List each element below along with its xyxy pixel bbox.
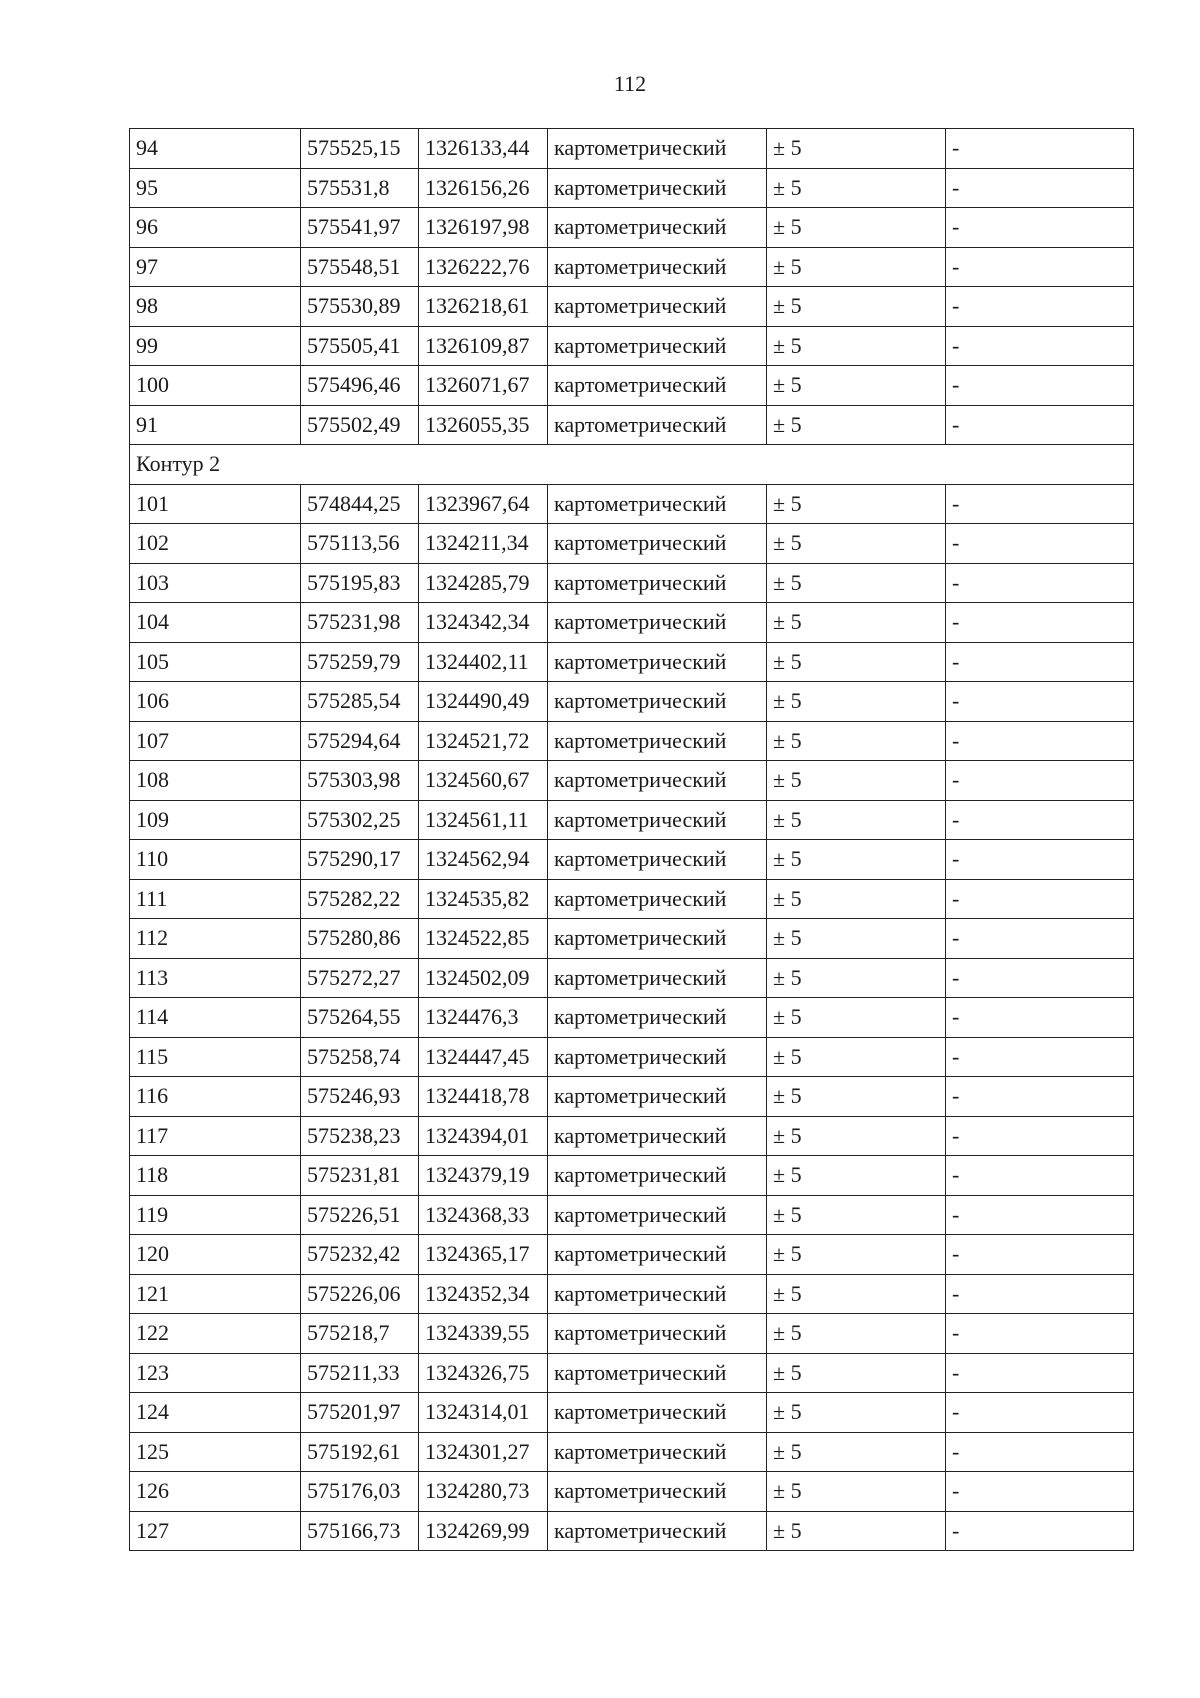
point-number-cell: 107 xyxy=(130,721,301,761)
y-coordinate-cell: 1324314,01 xyxy=(419,1393,548,1433)
coordinates-table xyxy=(129,128,1134,1551)
x-coordinate-cell: 575294,64 xyxy=(301,721,419,761)
y-coordinate-cell: 1324490,49 xyxy=(419,682,548,722)
table-row xyxy=(130,1472,1134,1512)
point-number-cell: 117 xyxy=(130,1116,301,1156)
point-number-cell: 94 xyxy=(130,129,301,169)
note-cell: - xyxy=(946,1353,1134,1393)
accuracy-cell: ± 5 xyxy=(767,1472,946,1512)
x-coordinate-cell: 575302,25 xyxy=(301,800,419,840)
accuracy-cell: ± 5 xyxy=(767,1077,946,1117)
accuracy-cell: ± 5 xyxy=(767,208,946,248)
point-number-cell: 96 xyxy=(130,208,301,248)
y-coordinate-cell: 1324365,17 xyxy=(419,1235,548,1275)
note-cell: - xyxy=(946,524,1134,564)
note-cell: - xyxy=(946,682,1134,722)
point-number-cell: 103 xyxy=(130,563,301,603)
x-coordinate-cell: 575264,55 xyxy=(301,998,419,1038)
accuracy-cell: ± 5 xyxy=(767,1511,946,1551)
accuracy-cell: ± 5 xyxy=(767,405,946,445)
x-coordinate-cell: 575282,22 xyxy=(301,879,419,919)
table-row xyxy=(130,1353,1134,1393)
method-cell: картометрический xyxy=(548,1037,767,1077)
accuracy-cell: ± 5 xyxy=(767,721,946,761)
x-coordinate-cell: 575201,97 xyxy=(301,1393,419,1433)
note-cell: - xyxy=(946,484,1134,524)
x-coordinate-cell: 575505,41 xyxy=(301,326,419,366)
point-number-cell: 125 xyxy=(130,1432,301,1472)
y-coordinate-cell: 1324521,72 xyxy=(419,721,548,761)
y-coordinate-cell: 1326197,98 xyxy=(419,208,548,248)
y-coordinate-cell: 1326218,61 xyxy=(419,287,548,327)
y-coordinate-cell: 1324522,85 xyxy=(419,919,548,959)
point-number-cell: 101 xyxy=(130,484,301,524)
x-coordinate-cell: 575541,97 xyxy=(301,208,419,248)
note-cell: - xyxy=(946,1314,1134,1354)
table-row xyxy=(130,1116,1134,1156)
y-coordinate-cell: 1323967,64 xyxy=(419,484,548,524)
table-row xyxy=(130,366,1134,406)
method-cell: картометрический xyxy=(548,1314,767,1354)
note-cell: - xyxy=(946,603,1134,643)
y-coordinate-cell: 1324476,3 xyxy=(419,998,548,1038)
y-coordinate-cell: 1324535,82 xyxy=(419,879,548,919)
accuracy-cell: ± 5 xyxy=(767,1393,946,1433)
method-cell: картометрический xyxy=(548,1511,767,1551)
point-number-cell: 95 xyxy=(130,168,301,208)
point-number-cell: 127 xyxy=(130,1511,301,1551)
method-cell: картометрический xyxy=(548,287,767,327)
accuracy-cell: ± 5 xyxy=(767,1314,946,1354)
accuracy-cell: ± 5 xyxy=(767,1116,946,1156)
y-coordinate-cell: 1324562,94 xyxy=(419,840,548,880)
point-number-cell: 116 xyxy=(130,1077,301,1117)
table-row xyxy=(130,1235,1134,1275)
method-cell: картометрический xyxy=(548,1353,767,1393)
point-number-cell: 102 xyxy=(130,524,301,564)
y-coordinate-cell: 1324339,55 xyxy=(419,1314,548,1354)
accuracy-cell: ± 5 xyxy=(767,919,946,959)
method-cell: картометрический xyxy=(548,998,767,1038)
point-number-cell: 123 xyxy=(130,1353,301,1393)
x-coordinate-cell: 575290,17 xyxy=(301,840,419,880)
point-number-cell: 115 xyxy=(130,1037,301,1077)
accuracy-cell: ± 5 xyxy=(767,1195,946,1235)
table-row xyxy=(130,1393,1134,1433)
y-coordinate-cell: 1324269,99 xyxy=(419,1511,548,1551)
point-number-cell: 106 xyxy=(130,682,301,722)
point-number-cell: 119 xyxy=(130,1195,301,1235)
point-number-cell: 91 xyxy=(130,405,301,445)
table-row xyxy=(130,247,1134,287)
method-cell: картометрический xyxy=(548,761,767,801)
method-cell: картометрический xyxy=(548,1195,767,1235)
accuracy-cell: ± 5 xyxy=(767,1274,946,1314)
table-row xyxy=(130,287,1134,327)
note-cell: - xyxy=(946,998,1134,1038)
table-row xyxy=(130,682,1134,722)
x-coordinate-cell: 575218,7 xyxy=(301,1314,419,1354)
coordinates-table-body xyxy=(130,129,1134,1551)
table-row xyxy=(130,879,1134,919)
note-cell: - xyxy=(946,721,1134,761)
method-cell: картометрический xyxy=(548,247,767,287)
table-row xyxy=(130,129,1134,169)
y-coordinate-cell: 1326109,87 xyxy=(419,326,548,366)
note-cell: - xyxy=(946,1195,1134,1235)
point-number-cell: 109 xyxy=(130,800,301,840)
x-coordinate-cell: 575496,46 xyxy=(301,366,419,406)
method-cell: картометрический xyxy=(548,563,767,603)
method-cell: картометрический xyxy=(548,1235,767,1275)
table-row xyxy=(130,563,1134,603)
x-coordinate-cell: 575113,56 xyxy=(301,524,419,564)
point-number-cell: 114 xyxy=(130,998,301,1038)
note-cell: - xyxy=(946,1116,1134,1156)
accuracy-cell: ± 5 xyxy=(767,840,946,880)
table-row xyxy=(130,1156,1134,1196)
note-cell: - xyxy=(946,1393,1134,1433)
y-coordinate-cell: 1326071,67 xyxy=(419,366,548,406)
table-row xyxy=(130,484,1134,524)
accuracy-cell: ± 5 xyxy=(767,642,946,682)
y-coordinate-cell: 1324368,33 xyxy=(419,1195,548,1235)
table-row xyxy=(130,1314,1134,1354)
y-coordinate-cell: 1324379,19 xyxy=(419,1156,548,1196)
note-cell: - xyxy=(946,168,1134,208)
table-row xyxy=(130,642,1134,682)
x-coordinate-cell: 575192,61 xyxy=(301,1432,419,1472)
method-cell: картометрический xyxy=(548,603,767,643)
accuracy-cell: ± 5 xyxy=(767,603,946,643)
x-coordinate-cell: 575303,98 xyxy=(301,761,419,801)
table-row xyxy=(130,603,1134,643)
table-row xyxy=(130,919,1134,959)
x-coordinate-cell: 575530,89 xyxy=(301,287,419,327)
y-coordinate-cell: 1324394,01 xyxy=(419,1116,548,1156)
x-coordinate-cell: 575246,93 xyxy=(301,1077,419,1117)
method-cell: картометрический xyxy=(548,1077,767,1117)
table-row xyxy=(130,840,1134,880)
x-coordinate-cell: 575548,51 xyxy=(301,247,419,287)
method-cell: картометрический xyxy=(548,1274,767,1314)
note-cell: - xyxy=(946,879,1134,919)
accuracy-cell: ± 5 xyxy=(767,524,946,564)
y-coordinate-cell: 1324560,67 xyxy=(419,761,548,801)
method-cell: картометрический xyxy=(548,208,767,248)
x-coordinate-cell: 575195,83 xyxy=(301,563,419,603)
note-cell: - xyxy=(946,1274,1134,1314)
note-cell: - xyxy=(946,405,1134,445)
y-coordinate-cell: 1324285,79 xyxy=(419,563,548,603)
note-cell: - xyxy=(946,761,1134,801)
method-cell: картометрический xyxy=(548,1432,767,1472)
table-row xyxy=(130,1077,1134,1117)
note-cell: - xyxy=(946,247,1134,287)
accuracy-cell: ± 5 xyxy=(767,326,946,366)
table-row xyxy=(130,958,1134,998)
x-coordinate-cell: 575211,33 xyxy=(301,1353,419,1393)
note-cell: - xyxy=(946,840,1134,880)
point-number-cell: 100 xyxy=(130,366,301,406)
method-cell: картометрический xyxy=(548,642,767,682)
table-row xyxy=(130,1037,1134,1077)
method-cell: картометрический xyxy=(548,919,767,959)
accuracy-cell: ± 5 xyxy=(767,879,946,919)
method-cell: картометрический xyxy=(548,1393,767,1433)
note-cell: - xyxy=(946,208,1134,248)
table-row xyxy=(130,524,1134,564)
method-cell: картометрический xyxy=(548,1116,767,1156)
x-coordinate-cell: 575502,49 xyxy=(301,405,419,445)
point-number-cell: 105 xyxy=(130,642,301,682)
x-coordinate-cell: 575232,42 xyxy=(301,1235,419,1275)
x-coordinate-cell: 575525,15 xyxy=(301,129,419,169)
method-cell: картометрический xyxy=(548,682,767,722)
accuracy-cell: ± 5 xyxy=(767,1037,946,1077)
table-row xyxy=(130,168,1134,208)
point-number-cell: 104 xyxy=(130,603,301,643)
accuracy-cell: ± 5 xyxy=(767,484,946,524)
accuracy-cell: ± 5 xyxy=(767,168,946,208)
method-cell: картометрический xyxy=(548,879,767,919)
note-cell: - xyxy=(946,642,1134,682)
point-number-cell: 120 xyxy=(130,1235,301,1275)
method-cell: картометрический xyxy=(548,958,767,998)
method-cell: картометрический xyxy=(548,484,767,524)
point-number-cell: 124 xyxy=(130,1393,301,1433)
y-coordinate-cell: 1324561,11 xyxy=(419,800,548,840)
section-title: Контур 2 xyxy=(130,445,1134,485)
point-number-cell: 122 xyxy=(130,1314,301,1354)
point-number-cell: 110 xyxy=(130,840,301,880)
method-cell: картометрический xyxy=(548,168,767,208)
x-coordinate-cell: 575231,98 xyxy=(301,603,419,643)
note-cell: - xyxy=(946,287,1134,327)
y-coordinate-cell: 1324418,78 xyxy=(419,1077,548,1117)
table-row xyxy=(130,721,1134,761)
section-row xyxy=(130,445,1134,485)
page-number: 112 xyxy=(613,71,647,96)
y-coordinate-cell: 1324326,75 xyxy=(419,1353,548,1393)
y-coordinate-cell: 1326222,76 xyxy=(419,247,548,287)
table-row xyxy=(130,326,1134,366)
point-number-cell: 113 xyxy=(130,958,301,998)
note-cell: - xyxy=(946,1077,1134,1117)
x-coordinate-cell: 575176,03 xyxy=(301,1472,419,1512)
note-cell: - xyxy=(946,563,1134,603)
note-cell: - xyxy=(946,366,1134,406)
method-cell: картометрический xyxy=(548,524,767,564)
note-cell: - xyxy=(946,129,1134,169)
table-row xyxy=(130,1511,1134,1551)
method-cell: картометрический xyxy=(548,129,767,169)
table-row xyxy=(130,800,1134,840)
method-cell: картометрический xyxy=(548,840,767,880)
table-row xyxy=(130,405,1134,445)
point-number-cell: 99 xyxy=(130,326,301,366)
accuracy-cell: ± 5 xyxy=(767,998,946,1038)
accuracy-cell: ± 5 xyxy=(767,287,946,327)
note-cell: - xyxy=(946,800,1134,840)
note-cell: - xyxy=(946,1156,1134,1196)
note-cell: - xyxy=(946,958,1134,998)
accuracy-cell: ± 5 xyxy=(767,563,946,603)
method-cell: картометрический xyxy=(548,366,767,406)
x-coordinate-cell: 575226,06 xyxy=(301,1274,419,1314)
accuracy-cell: ± 5 xyxy=(767,1235,946,1275)
method-cell: картометрический xyxy=(548,721,767,761)
x-coordinate-cell: 575280,86 xyxy=(301,919,419,959)
point-number-cell: 126 xyxy=(130,1472,301,1512)
x-coordinate-cell: 575259,79 xyxy=(301,642,419,682)
point-number-cell: 98 xyxy=(130,287,301,327)
y-coordinate-cell: 1324280,73 xyxy=(419,1472,548,1512)
accuracy-cell: ± 5 xyxy=(767,366,946,406)
note-cell: - xyxy=(946,1432,1134,1472)
method-cell: картометрический xyxy=(548,800,767,840)
x-coordinate-cell: 575272,27 xyxy=(301,958,419,998)
y-coordinate-cell: 1324402,11 xyxy=(419,642,548,682)
y-coordinate-cell: 1326156,26 xyxy=(419,168,548,208)
note-cell: - xyxy=(946,1472,1134,1512)
point-number-cell: 108 xyxy=(130,761,301,801)
note-cell: - xyxy=(946,326,1134,366)
accuracy-cell: ± 5 xyxy=(767,1156,946,1196)
point-number-cell: 118 xyxy=(130,1156,301,1196)
note-cell: - xyxy=(946,919,1134,959)
table-row xyxy=(130,1274,1134,1314)
point-number-cell: 111 xyxy=(130,879,301,919)
accuracy-cell: ± 5 xyxy=(767,958,946,998)
x-coordinate-cell: 575531,8 xyxy=(301,168,419,208)
table-row xyxy=(130,1432,1134,1472)
method-cell: картометрический xyxy=(548,326,767,366)
table-row xyxy=(130,761,1134,801)
table-row xyxy=(130,1195,1134,1235)
y-coordinate-cell: 1324502,09 xyxy=(419,958,548,998)
y-coordinate-cell: 1324342,34 xyxy=(419,603,548,643)
note-cell: - xyxy=(946,1511,1134,1551)
table-row xyxy=(130,998,1134,1038)
table-row xyxy=(130,208,1134,248)
point-number-cell: 121 xyxy=(130,1274,301,1314)
y-coordinate-cell: 1324211,34 xyxy=(419,524,548,564)
y-coordinate-cell: 1326133,44 xyxy=(419,129,548,169)
accuracy-cell: ± 5 xyxy=(767,1353,946,1393)
x-coordinate-cell: 575238,23 xyxy=(301,1116,419,1156)
accuracy-cell: ± 5 xyxy=(767,1432,946,1472)
note-cell: - xyxy=(946,1037,1134,1077)
method-cell: картометрический xyxy=(548,405,767,445)
x-coordinate-cell: 575285,54 xyxy=(301,682,419,722)
y-coordinate-cell: 1324301,27 xyxy=(419,1432,548,1472)
note-cell: - xyxy=(946,1235,1134,1275)
x-coordinate-cell: 575258,74 xyxy=(301,1037,419,1077)
accuracy-cell: ± 5 xyxy=(767,800,946,840)
x-coordinate-cell: 575231,81 xyxy=(301,1156,419,1196)
x-coordinate-cell: 575226,51 xyxy=(301,1195,419,1235)
accuracy-cell: ± 5 xyxy=(767,682,946,722)
method-cell: картометрический xyxy=(548,1156,767,1196)
y-coordinate-cell: 1324447,45 xyxy=(419,1037,548,1077)
point-number-cell: 97 xyxy=(130,247,301,287)
accuracy-cell: ± 5 xyxy=(767,247,946,287)
y-coordinate-cell: 1324352,34 xyxy=(419,1274,548,1314)
y-coordinate-cell: 1326055,35 xyxy=(419,405,548,445)
x-coordinate-cell: 575166,73 xyxy=(301,1511,419,1551)
method-cell: картометрический xyxy=(548,1472,767,1512)
accuracy-cell: ± 5 xyxy=(767,129,946,169)
accuracy-cell: ± 5 xyxy=(767,761,946,801)
point-number-cell: 112 xyxy=(130,919,301,959)
x-coordinate-cell: 574844,25 xyxy=(301,484,419,524)
